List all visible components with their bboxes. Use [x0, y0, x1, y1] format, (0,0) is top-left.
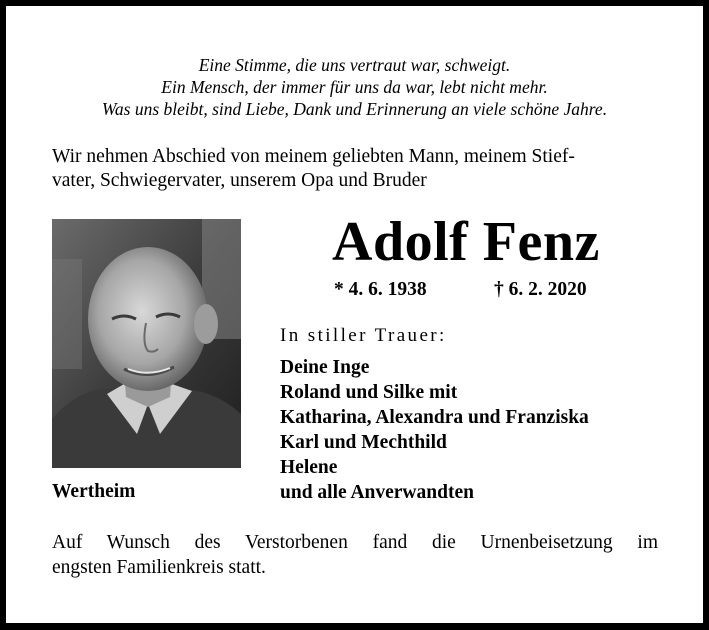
memorial-verse: [0, 54, 709, 120]
mourner-entry: Katharina, Alexandra und Franziska: [280, 407, 589, 428]
mourner-entry: Karl und Mechthild: [280, 432, 447, 453]
portrait-image: [52, 219, 241, 468]
mourner-entry: und alle Anverwandten: [280, 482, 474, 503]
mourner-entry: Helene: [280, 457, 338, 478]
closing-line: engsten Familienkreis statt.: [52, 557, 266, 578]
verse-line: Eine Stimme, die uns vertraut war, schweigt.: [198, 55, 511, 75]
closing-note: [52, 530, 658, 580]
death-date: † 6. 2. 2020: [494, 279, 587, 300]
mourner-entry: Roland und Silke mit: [280, 382, 458, 403]
farewell-intro: [52, 145, 662, 193]
mourning-heading: In stiller Trauer:: [280, 325, 447, 346]
intro-line: vater, Schwiegervater, unserem Opa und Bruder: [52, 170, 427, 191]
birth-date: * 4. 6. 1938: [334, 279, 427, 300]
deceased-name: Adolf Fenz: [332, 211, 600, 273]
portrait-photo: [52, 219, 241, 468]
mourners-list: [280, 355, 589, 505]
mourner-entry: Deine Inge: [280, 357, 370, 378]
closing-line: Auf Wunsch des Verstorbenen fand die Urnenbeisetzung im: [52, 532, 658, 553]
verse-line: Ein Mensch, der immer für uns da war, lebt nicht mehr.: [161, 77, 548, 97]
verse-line: Was uns bleibt, sind Liebe, Dank und Erinnerung an viele schöne Jahre.: [101, 99, 608, 119]
intro-line: Wir nehmen Abschied von meinem geliebten Mann, meinem Stief-: [52, 146, 575, 167]
place-name: Wertheim: [52, 481, 136, 502]
